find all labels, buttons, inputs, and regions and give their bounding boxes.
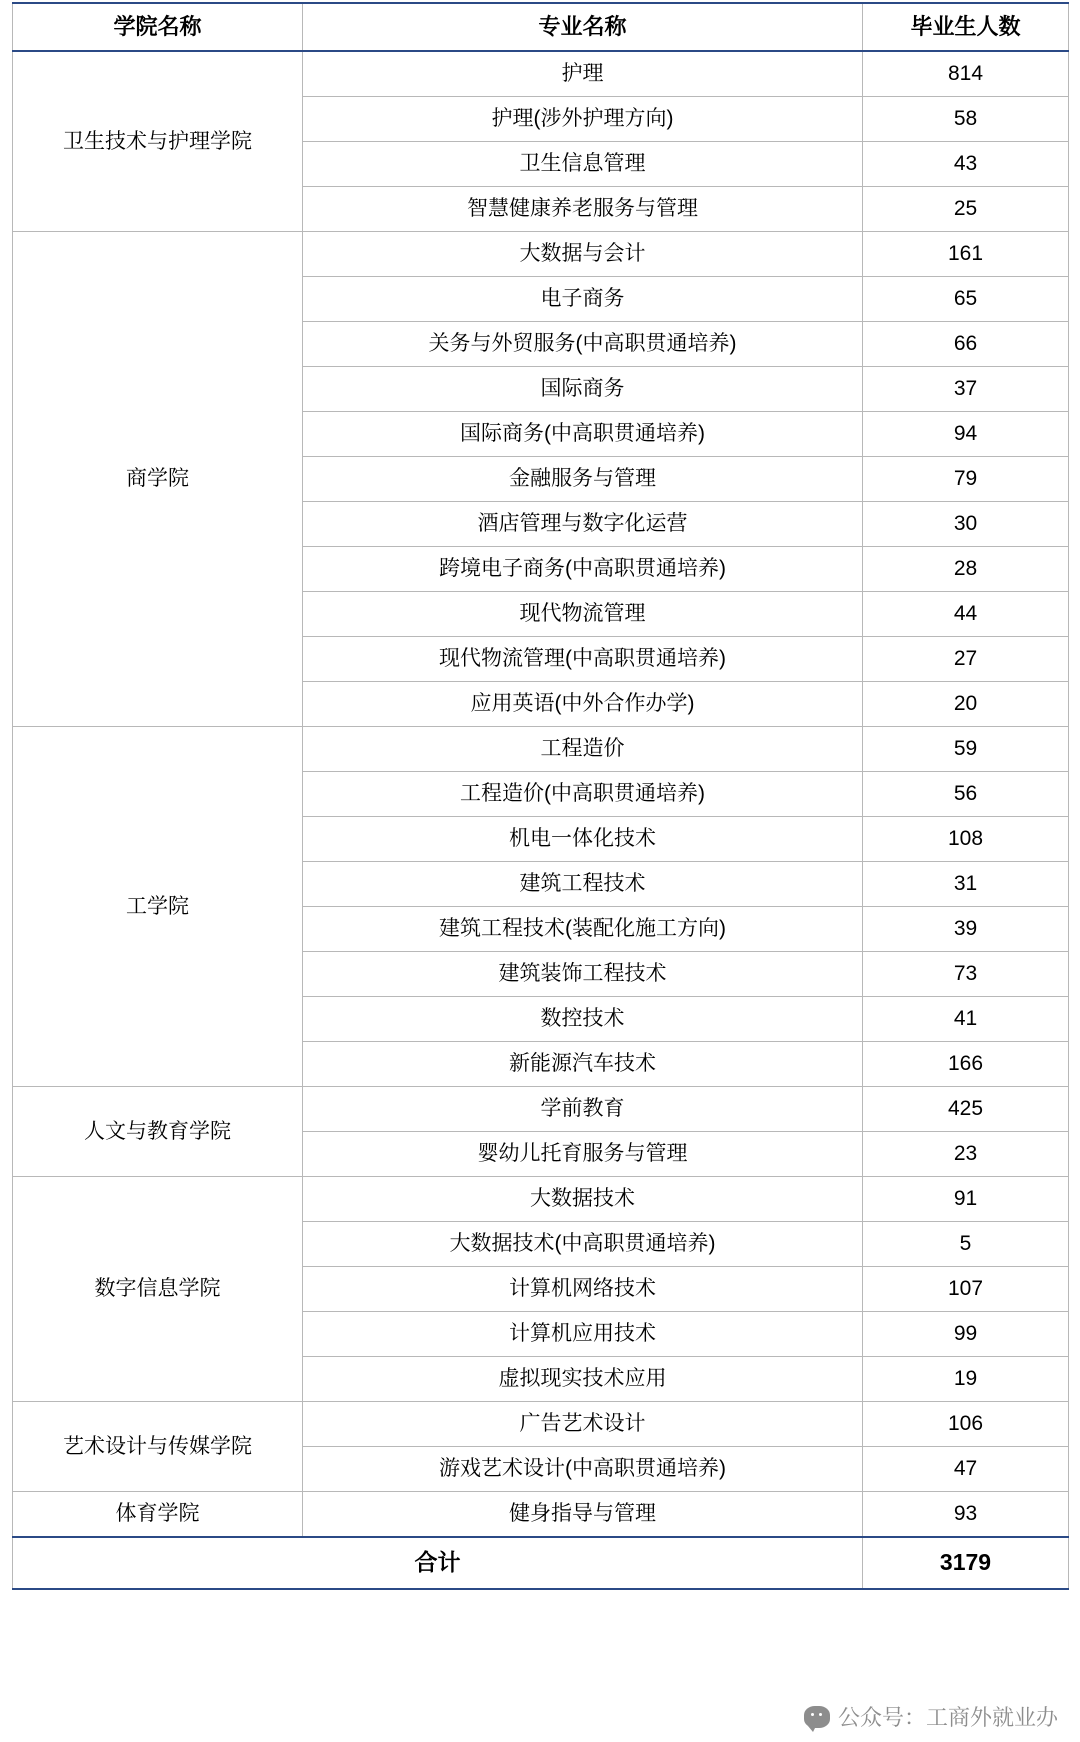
major-cell: 学前教育 <box>303 1087 863 1132</box>
count-cell: 31 <box>863 862 1069 907</box>
table-row <box>13 232 1069 277</box>
college-cell: 数字信息学院 <box>13 1177 303 1402</box>
major-cell: 婴幼儿托育服务与管理 <box>303 1132 863 1177</box>
major-cell: 游戏艺术设计(中高职贯通培养) <box>303 1447 863 1492</box>
major-cell: 广告艺术设计 <box>303 1402 863 1447</box>
count-cell: 93 <box>863 1492 1069 1538</box>
table-row <box>13 1087 1069 1132</box>
count-cell: 25 <box>863 187 1069 232</box>
count-cell: 59 <box>863 727 1069 772</box>
count-cell: 30 <box>863 502 1069 547</box>
college-cell: 工学院 <box>13 727 303 1087</box>
count-cell: 65 <box>863 277 1069 322</box>
major-cell: 计算机网络技术 <box>303 1267 863 1312</box>
table-row <box>13 51 1069 97</box>
count-cell: 106 <box>863 1402 1069 1447</box>
count-cell: 91 <box>863 1177 1069 1222</box>
college-cell: 体育学院 <box>13 1492 303 1538</box>
major-cell: 护理(涉外护理方向) <box>303 97 863 142</box>
count-cell: 56 <box>863 772 1069 817</box>
college-cell: 人文与教育学院 <box>13 1087 303 1177</box>
major-cell: 跨境电子商务(中高职贯通培养) <box>303 547 863 592</box>
count-cell: 107 <box>863 1267 1069 1312</box>
major-cell: 现代物流管理(中高职贯通培养) <box>303 637 863 682</box>
table-row <box>13 1402 1069 1447</box>
major-cell: 大数据技术 <box>303 1177 863 1222</box>
count-cell: 66 <box>863 322 1069 367</box>
major-cell: 计算机应用技术 <box>303 1312 863 1357</box>
watermark <box>804 1701 1058 1732</box>
table-row <box>13 727 1069 772</box>
major-cell: 国际商务 <box>303 367 863 412</box>
table-header <box>13 3 1069 51</box>
count-cell: 108 <box>863 817 1069 862</box>
count-cell: 44 <box>863 592 1069 637</box>
count-cell: 79 <box>863 457 1069 502</box>
major-cell: 大数据技术(中高职贯通培养) <box>303 1222 863 1267</box>
count-cell: 43 <box>863 142 1069 187</box>
table-footer <box>13 1537 1069 1589</box>
major-cell: 建筑工程技术 <box>303 862 863 907</box>
major-cell: 现代物流管理 <box>303 592 863 637</box>
count-cell: 94 <box>863 412 1069 457</box>
college-cell: 艺术设计与传媒学院 <box>13 1402 303 1492</box>
major-cell: 建筑工程技术(装配化施工方向) <box>303 907 863 952</box>
major-cell: 卫生信息管理 <box>303 142 863 187</box>
major-cell: 数控技术 <box>303 997 863 1042</box>
table-header-row <box>13 3 1069 51</box>
wechat-icon <box>804 1706 830 1728</box>
major-cell: 智慧健康养老服务与管理 <box>303 187 863 232</box>
major-cell: 酒店管理与数字化运营 <box>303 502 863 547</box>
major-cell: 金融服务与管理 <box>303 457 863 502</box>
column-header-college: 学院名称 <box>13 3 303 51</box>
major-cell: 大数据与会计 <box>303 232 863 277</box>
major-cell: 工程造价 <box>303 727 863 772</box>
graduates-table-page <box>0 2 1080 1742</box>
count-cell: 41 <box>863 997 1069 1042</box>
total-row <box>13 1537 1069 1589</box>
count-cell: 161 <box>863 232 1069 277</box>
college-cell: 卫生技术与护理学院 <box>13 51 303 232</box>
major-cell: 电子商务 <box>303 277 863 322</box>
table-row <box>13 1492 1069 1538</box>
watermark-text: 公众号：工商外就业办 <box>837 1705 1058 1730</box>
count-cell: 425 <box>863 1087 1069 1132</box>
count-cell: 99 <box>863 1312 1069 1357</box>
table-row <box>13 1177 1069 1222</box>
count-cell: 37 <box>863 367 1069 412</box>
count-cell: 20 <box>863 682 1069 727</box>
major-cell: 应用英语(中外合作办学) <box>303 682 863 727</box>
count-cell: 73 <box>863 952 1069 997</box>
major-cell: 虚拟现实技术应用 <box>303 1357 863 1402</box>
count-cell: 5 <box>863 1222 1069 1267</box>
count-cell: 27 <box>863 637 1069 682</box>
count-cell: 39 <box>863 907 1069 952</box>
total-count: 3179 <box>863 1537 1069 1589</box>
major-cell: 国际商务(中高职贯通培养) <box>303 412 863 457</box>
total-label: 合计 <box>13 1537 863 1589</box>
major-cell: 建筑装饰工程技术 <box>303 952 863 997</box>
major-cell: 关务与外贸服务(中高职贯通培养) <box>303 322 863 367</box>
major-cell: 工程造价(中高职贯通培养) <box>303 772 863 817</box>
major-cell: 健身指导与管理 <box>303 1492 863 1538</box>
major-cell: 机电一体化技术 <box>303 817 863 862</box>
count-cell: 47 <box>863 1447 1069 1492</box>
column-header-count: 毕业生人数 <box>863 3 1069 51</box>
count-cell: 58 <box>863 97 1069 142</box>
count-cell: 19 <box>863 1357 1069 1402</box>
college-cell: 商学院 <box>13 232 303 727</box>
major-cell: 新能源汽车技术 <box>303 1042 863 1087</box>
major-cell: 护理 <box>303 51 863 97</box>
count-cell: 28 <box>863 547 1069 592</box>
column-header-major: 专业名称 <box>303 3 863 51</box>
count-cell: 166 <box>863 1042 1069 1087</box>
table-body <box>13 51 1069 1537</box>
count-cell: 23 <box>863 1132 1069 1177</box>
count-cell: 814 <box>863 51 1069 97</box>
graduates-by-major-table <box>12 2 1069 1590</box>
